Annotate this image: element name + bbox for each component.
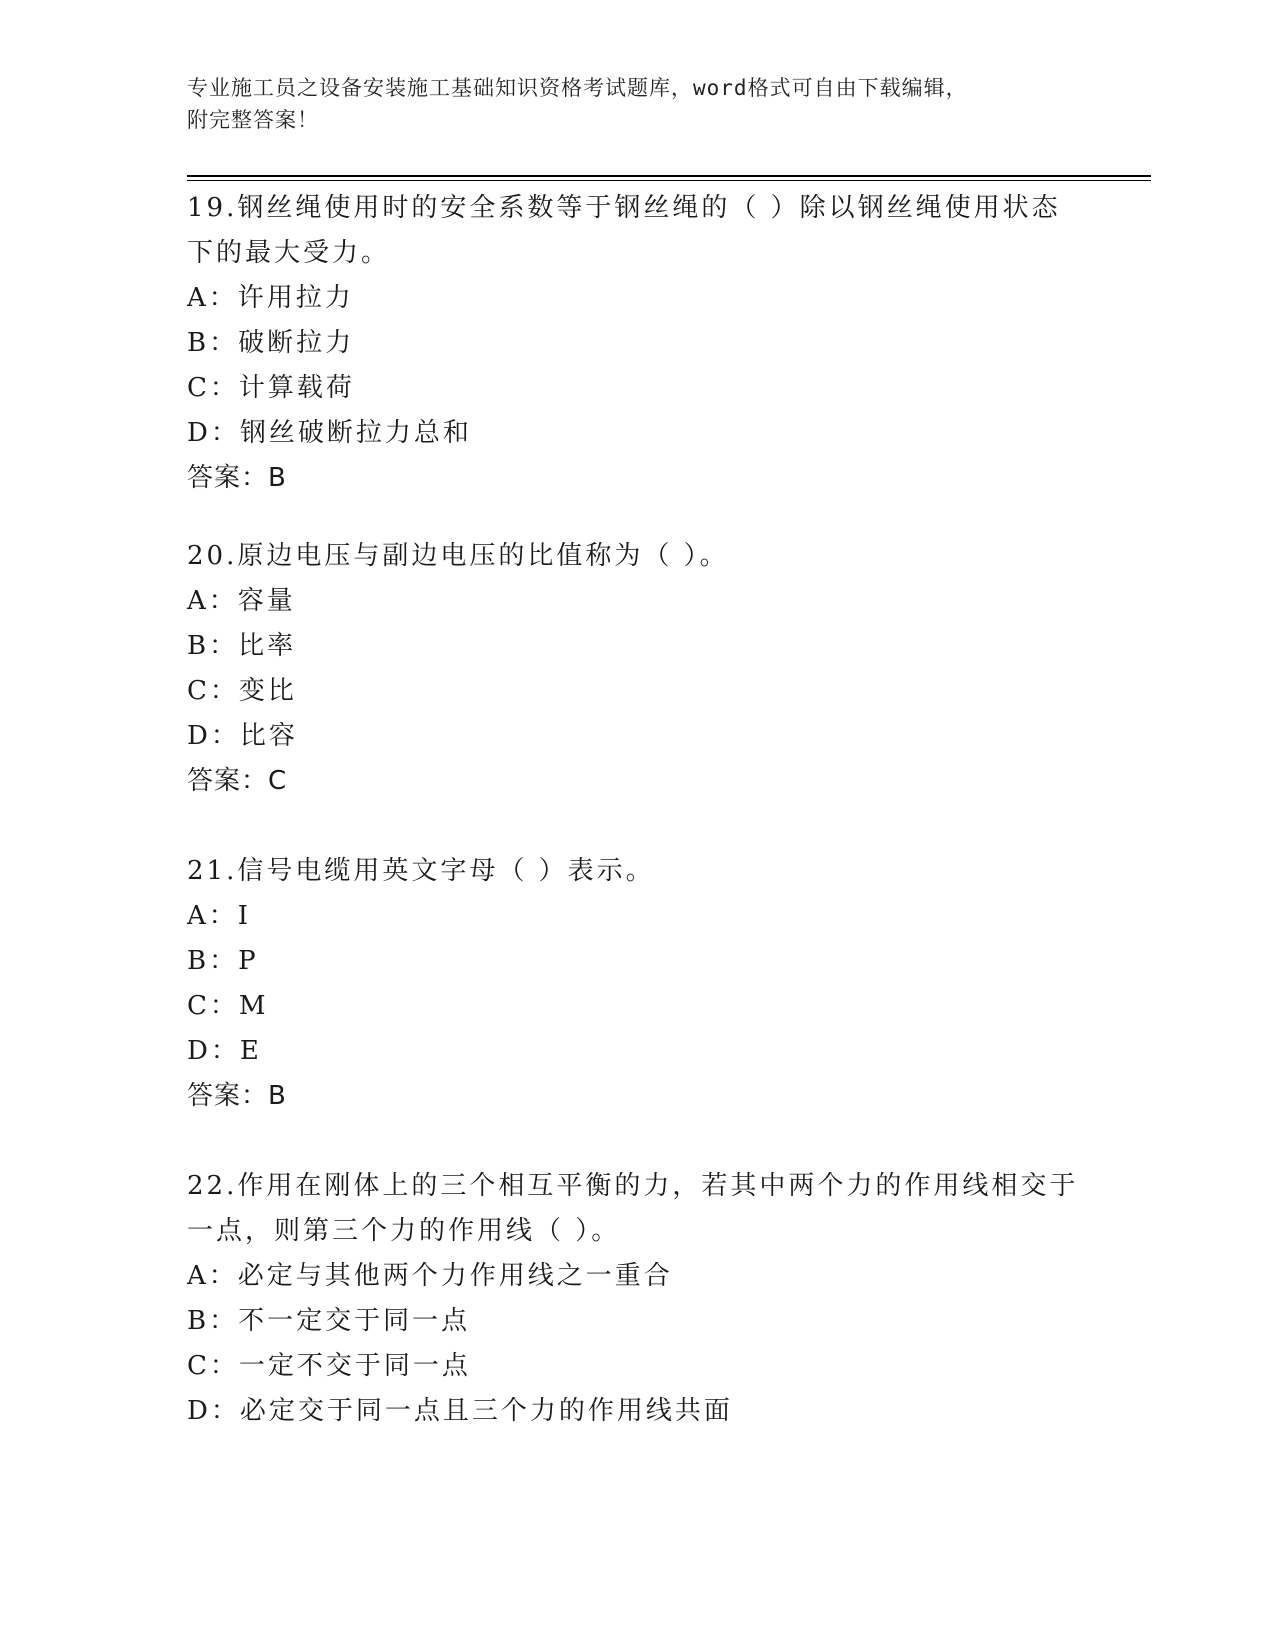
option-b: B：P bbox=[187, 946, 259, 976]
question-20 bbox=[187, 534, 1087, 804]
question-stem-line: 21.信号电缆用英文字母（ ）表示。 bbox=[187, 856, 655, 886]
question-22 bbox=[187, 1164, 1087, 1434]
question-stem-line: 22.作用在刚体上的三个相互平衡的力，若其中两个力的作用线相交于 bbox=[187, 1171, 1079, 1201]
question-stem bbox=[187, 186, 1087, 276]
option-a: A：I bbox=[187, 901, 252, 931]
question-stem-line: 20.原边电压与副边电压的比值称为（ ）。 bbox=[187, 541, 729, 571]
question-19 bbox=[187, 186, 1087, 501]
option-d: D：必定交于同一点且三个力的作用线共面 bbox=[187, 1396, 733, 1426]
answer: 答案：B bbox=[187, 1081, 287, 1111]
question-stem bbox=[187, 849, 1087, 894]
option-a: A：容量 bbox=[187, 586, 296, 616]
question-stem bbox=[187, 1164, 1087, 1254]
option-a: A：必定与其他两个力作用线之一重合 bbox=[187, 1261, 673, 1291]
option-c: C：一定不交于同一点 bbox=[187, 1351, 471, 1381]
header-divider-thick bbox=[187, 175, 1151, 177]
option-a: A：许用拉力 bbox=[187, 283, 354, 313]
question-stem bbox=[187, 534, 1087, 579]
option-b: B：不一定交于同一点 bbox=[187, 1306, 471, 1336]
answer: 答案：B bbox=[187, 463, 287, 493]
option-d: D：比容 bbox=[187, 721, 298, 751]
answer: 答案：C bbox=[187, 766, 288, 796]
question-21 bbox=[187, 849, 1087, 1119]
document-header bbox=[187, 72, 1087, 136]
option-d: D：钢丝破断拉力总和 bbox=[187, 418, 472, 448]
option-c: C：M bbox=[187, 991, 269, 1021]
option-c: C：计算载荷 bbox=[187, 373, 355, 403]
question-stem-line: 19.钢丝绳使用时的安全系数等于钢丝绳的（ ）除以钢丝绳使用状态 bbox=[187, 193, 1061, 223]
option-d: D：E bbox=[187, 1036, 262, 1066]
header-line-1: 专业施工员之设备安装施工基础知识资格考试题库，word格式可自由下载编辑， bbox=[187, 76, 968, 100]
option-b: B：破断拉力 bbox=[187, 328, 355, 358]
question-stem-line: 一点，则第三个力的作用线（ ）。 bbox=[187, 1216, 621, 1246]
option-c: C：变比 bbox=[187, 676, 297, 706]
header-divider-thin bbox=[187, 180, 1151, 181]
question-stem-line: 下的最大受力。 bbox=[187, 238, 391, 268]
header-line-2: 附完整答案！ bbox=[187, 108, 319, 132]
option-b: B：比率 bbox=[187, 631, 297, 661]
